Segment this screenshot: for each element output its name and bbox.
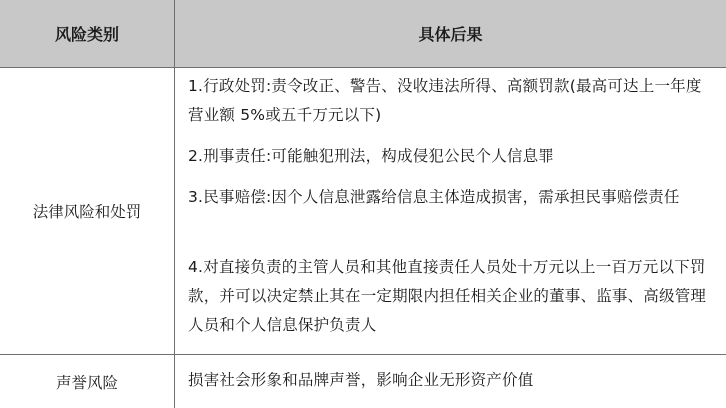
consequence-item: 1.行政处罚:责令改正、警告、没收违法所得、高额罚款(最高可达上一年度营业额 5%或五千万元以下) bbox=[188, 77, 702, 124]
category-reputation: 声誉风险 bbox=[55, 373, 118, 392]
header-risk-category: 风险类别 bbox=[54, 25, 119, 44]
consequence-item: 4.对直接负责的主管人员和其他直接责任人员处十万元以上一百万元以下罚款，并可以决定禁止其在一定期限内担任相关企业的董事、监事、高级管理人员和个人信息保护负责人 bbox=[188, 258, 707, 334]
consequence-item: 损害社会形象和品牌声誉，影响企业无形资产价值 bbox=[188, 371, 534, 389]
header-consequences: 具体后果 bbox=[418, 25, 483, 44]
consequence-item: 2.刑事责任:可能触犯刑法，构成侵犯公民个人信息罪 bbox=[188, 147, 555, 165]
consequence-item: 3.民事赔偿:因个人信息泄露给信息主体造成损害，需承担民事赔偿责任 bbox=[188, 188, 680, 206]
category-legal: 法律风险和处罚 bbox=[32, 203, 142, 221]
